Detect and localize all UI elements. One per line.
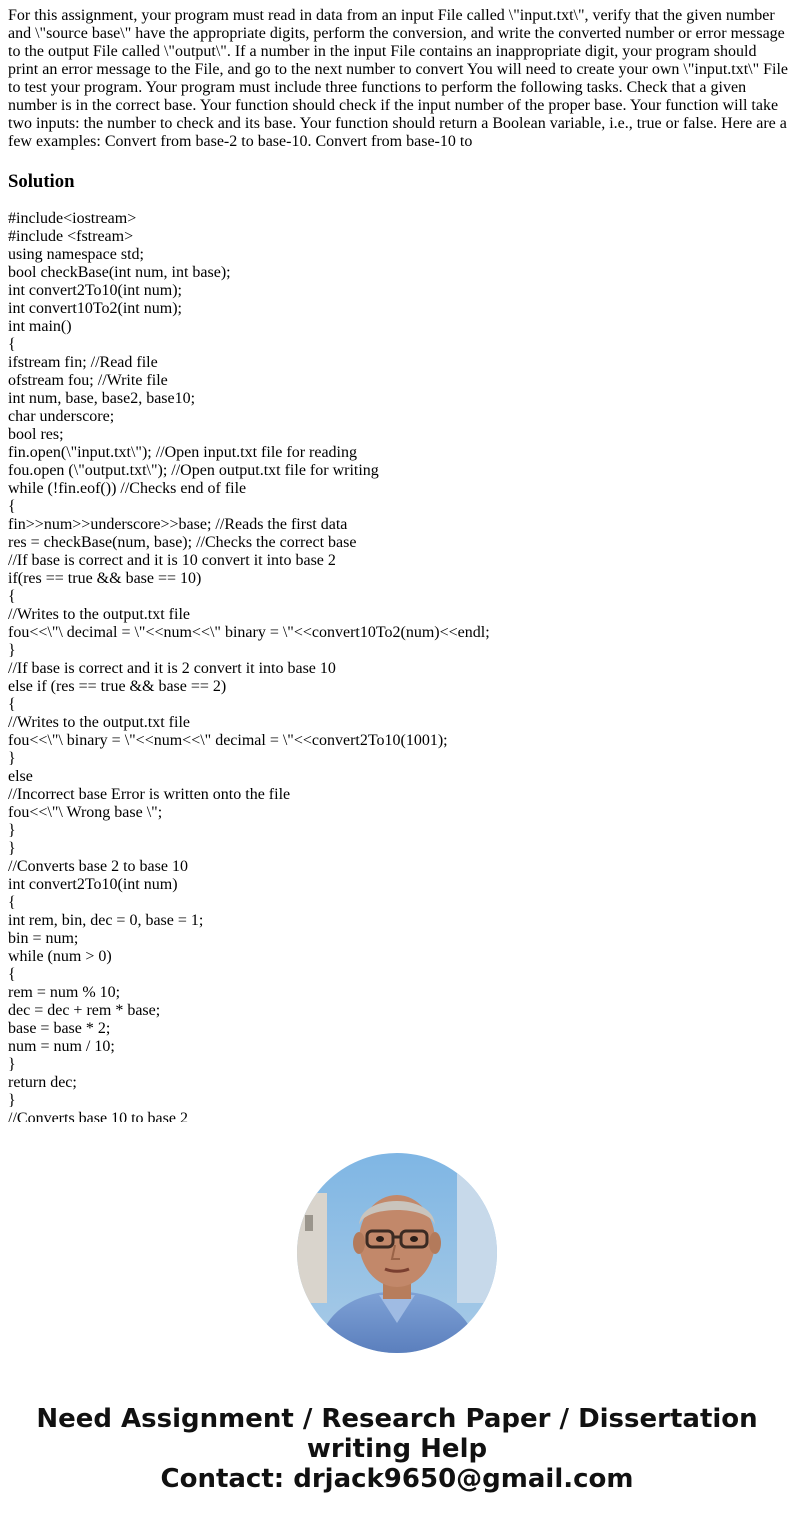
promo-banner bbox=[0, 1404, 794, 1494]
code-line: } bbox=[8, 840, 16, 857]
code-line: return dec; bbox=[8, 1074, 77, 1091]
code-line: ifstream fin; //Read file bbox=[8, 354, 158, 371]
code-line: { bbox=[8, 966, 16, 983]
code-line: } bbox=[8, 822, 16, 839]
code-line: fin>>num>>underscore>>base; //Reads the first data bbox=[8, 516, 348, 533]
code-line: bool res; bbox=[8, 426, 64, 443]
code-line: { bbox=[8, 588, 16, 605]
code-line: int convert10To2(int num); bbox=[8, 300, 182, 317]
code-line: else if (res == true && base == 2) bbox=[8, 678, 227, 695]
code-line: bool checkBase(int num, int base); bbox=[8, 264, 231, 281]
code-line: #include<iostream> bbox=[8, 210, 137, 227]
code-line: //Converts base 10 to base 2 bbox=[8, 1110, 188, 1122]
code-line: while (!fin.eof()) //Checks end of file bbox=[8, 480, 247, 497]
promo-line-1: Need Assignment / Research Paper / Dissertation bbox=[36, 1404, 758, 1434]
code-line: //Converts base 2 to base 10 bbox=[8, 858, 188, 875]
code-line: //If base is correct and it is 10 convert it into base 2 bbox=[8, 552, 336, 569]
code-line: } bbox=[8, 1092, 16, 1109]
code-line: //Writes to the output.txt file bbox=[8, 606, 190, 623]
code-line: num = num / 10; bbox=[8, 1038, 115, 1055]
code-line: fou<<\"\ binary = \"<<num<<\" decimal = \"<<convert2To10(1001); bbox=[8, 732, 448, 749]
solution-code bbox=[8, 210, 788, 1122]
code-line: rem = num % 10; bbox=[8, 984, 121, 1001]
code-line: #include <fstream> bbox=[8, 228, 134, 245]
code-line: { bbox=[8, 336, 16, 353]
author-avatar bbox=[297, 1153, 497, 1353]
code-line: fou<<\"\ Wrong base \"; bbox=[8, 804, 163, 821]
code-line: if(res == true && base == 10) bbox=[8, 570, 202, 587]
code-line: while (num > 0) bbox=[8, 948, 112, 965]
code-line: using namespace std; bbox=[8, 246, 144, 263]
code-line: //Incorrect base Error is written onto the file bbox=[8, 786, 291, 803]
code-line: else bbox=[8, 768, 33, 785]
code-line: int main() bbox=[8, 318, 72, 335]
solution-heading: Solution bbox=[8, 171, 75, 192]
promo-contact: Contact: drjack9650@gmail.com bbox=[160, 1464, 634, 1494]
code-line: int convert2To10(int num) bbox=[8, 876, 178, 893]
code-line: char underscore; bbox=[8, 408, 115, 425]
code-line: } bbox=[8, 750, 16, 767]
code-line: int rem, bin, dec = 0, base = 1; bbox=[8, 912, 204, 929]
code-line: bin = num; bbox=[8, 930, 79, 947]
code-line: int convert2To10(int num); bbox=[8, 282, 182, 299]
code-line: base = base * 2; bbox=[8, 1020, 111, 1037]
code-line: fin.open(\"input.txt\"); //Open input.txt file for reading bbox=[8, 444, 357, 461]
code-line: int num, base, base2, base10; bbox=[8, 390, 196, 407]
code-line: } bbox=[8, 1056, 16, 1073]
code-line: //Writes to the output.txt file bbox=[8, 714, 190, 731]
question-text: For this assignment, your program must read in data from an input File called \"input.txt\", verify that the given number and \"source base\" have the appropriate digits, perform the conversion, and write the converted number or error message to the output File called \"output\". If a number in the input File contains an inappropriate digit, your program should print an error message to the File, and go to the next number to convert You will need to create your own \"input.txt\" File to test your program. Your program must include three functions to perform the following tasks. Check that a given number is in the correct base. Your function should check if the input number of the proper base. Your function will take two inputs: the number to check and its base. Your function should return a Boolean variable, i.e., true or false. Here are a few examples: Convert from base-2 to base-10. Convert from base-10 to bbox=[8, 7, 789, 150]
code-line: dec = dec + rem * base; bbox=[8, 1002, 161, 1019]
code-line: { bbox=[8, 498, 16, 515]
code-line: { bbox=[8, 696, 16, 713]
code-line: fou.open (\"output.txt\"); //Open output.txt file for writing bbox=[8, 462, 379, 479]
code-line: res = checkBase(num, base); //Checks the correct base bbox=[8, 534, 357, 551]
code-line: } bbox=[8, 642, 16, 659]
code-line: //If base is correct and it is 2 convert it into base 10 bbox=[8, 660, 336, 677]
code-line: ofstream fou; //Write file bbox=[8, 372, 168, 389]
promo-line-2: writing Help bbox=[306, 1434, 488, 1464]
code-line: fou<<\"\ decimal = \"<<num<<\" binary = \"<<convert10To2(num)<<endl; bbox=[8, 624, 490, 641]
code-line: { bbox=[8, 894, 16, 911]
